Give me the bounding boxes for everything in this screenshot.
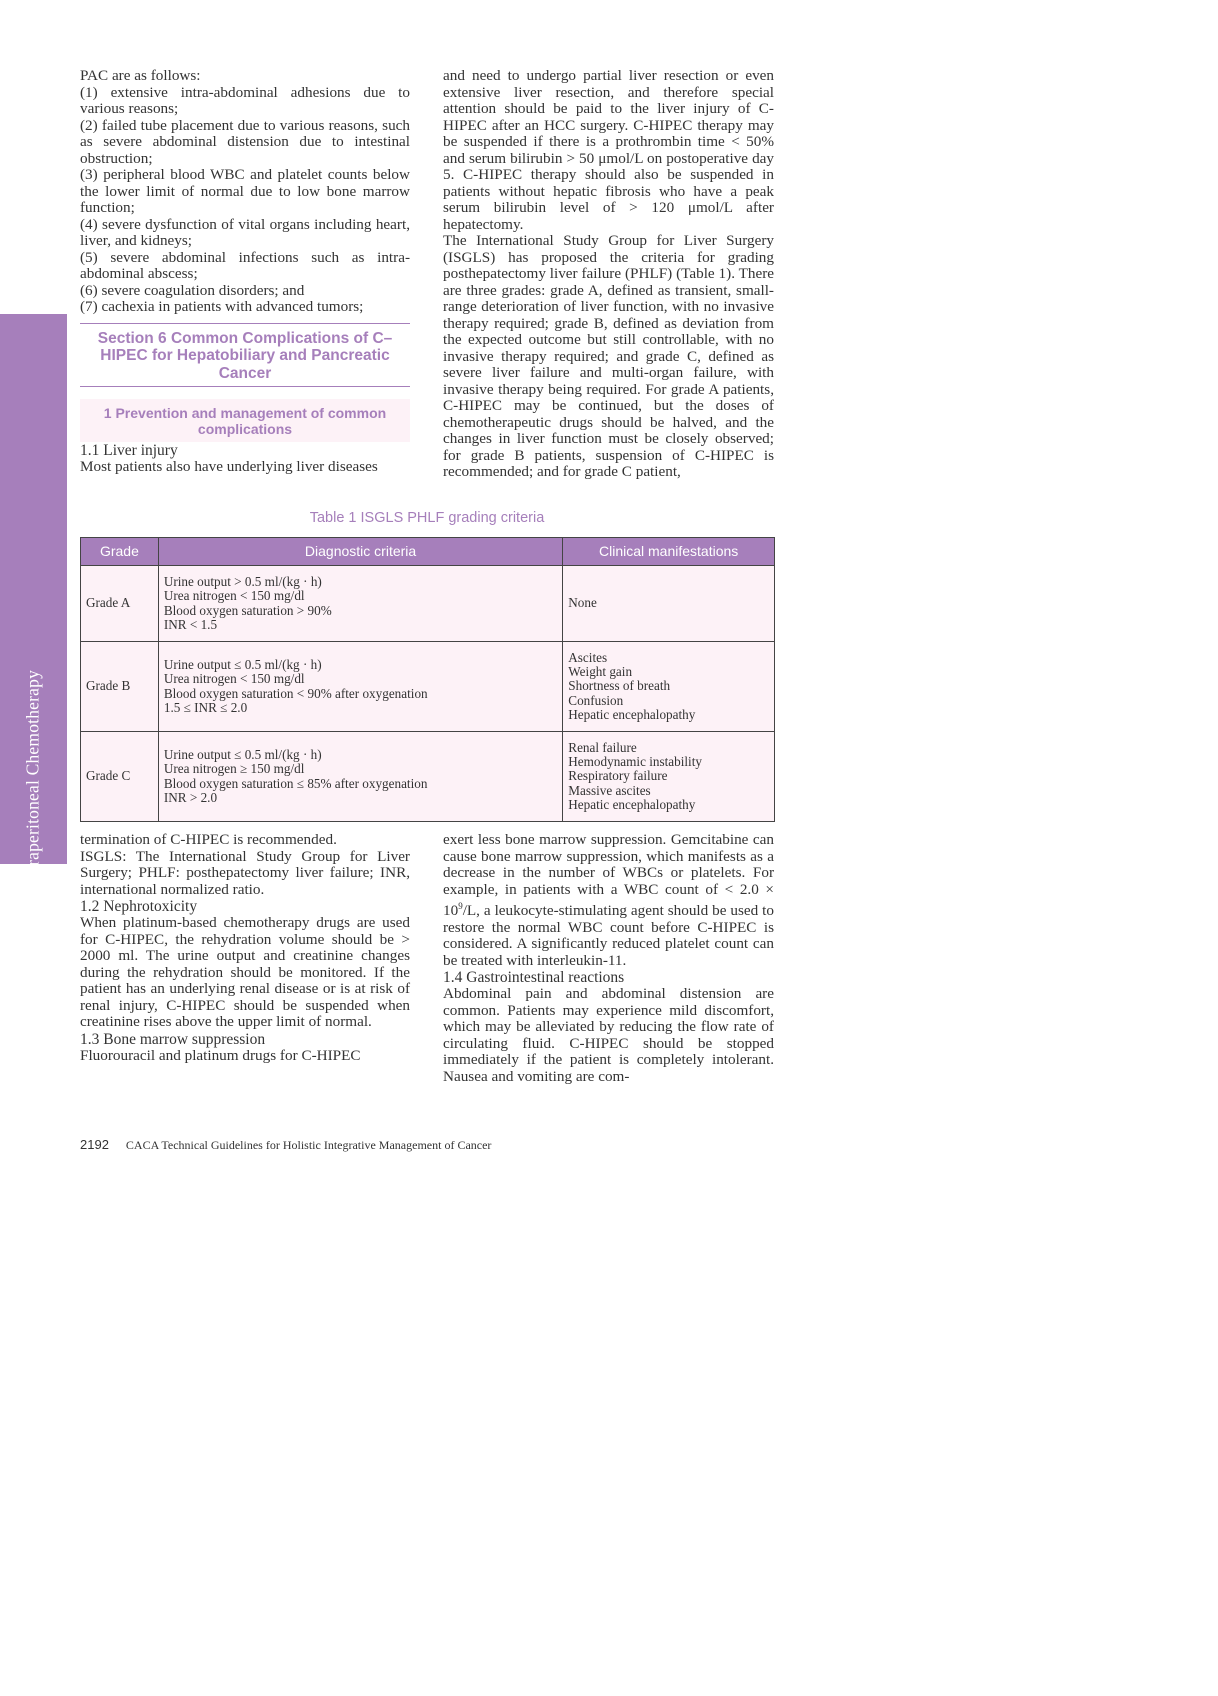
bone-marrow-paragraph xyxy=(443,832,774,969)
termination-text: termination of C-HIPEC is recommended. xyxy=(80,831,337,848)
manifestation-line: Respiratory failure xyxy=(568,768,668,784)
pac-item-3: (3) peripheral blood WBC and platelet counts below the lower limit of normal due to low bone marrow function; xyxy=(80,166,410,216)
liver-injury-text: Most patients also have underlying liver diseases xyxy=(80,458,378,475)
phlf-grading-table xyxy=(80,537,775,822)
criteria-line: Blood oxygen saturation > 90% xyxy=(163,602,332,618)
side-banner-title: Technique of China Hyperthermic Intraperitoneal Chemotherapy xyxy=(22,669,43,1137)
manifestation-line: Massive ascites xyxy=(568,782,651,798)
nephrotoxicity-text: When platinum-based chemotherapy drugs are used for C-HIPEC, the rehydration volume should be > 2000 ml. The urine output and creatinine changes during the rehydration should be monitored. If the patient has an underlying renal disease or is at risk of renal injury, C-HIPEC should be suspended when creatinine rises above the upper limit of normal. xyxy=(80,914,410,1030)
manifestations-cell xyxy=(563,732,775,822)
manifestation-line: Hepatic encephalopathy xyxy=(568,706,696,722)
header-grade: Grade xyxy=(81,538,159,566)
right-column-top xyxy=(443,68,774,481)
pac-item-2: (2) failed tube placement due to various reasons, such as severe abdominal distension due to intestinal obstruction; xyxy=(80,116,410,167)
heading-liver-injury: 1.1 Liver injury xyxy=(80,442,178,459)
criteria-line: Urine output > 0.5 ml/(kg · h) xyxy=(163,573,322,589)
superscript: 9 xyxy=(458,901,463,911)
gastrointestinal-text: Abdominal pain and abdominal distension are common. Patients may experience mild discomfort, which may be alleviated by reducing the flow rate of circulating fluid. C-HIPEC should be stopped immediately if the patient is completely intolerant. Nausea and vomiting are com- xyxy=(443,985,774,1085)
book-title: CACA Technical Guidelines for Holistic Integrative Management of Cancer xyxy=(125,1138,492,1152)
criteria-line: Urea nitrogen < 150 mg/dl xyxy=(163,588,305,604)
manifestation-line: Hepatic encephalopathy xyxy=(568,796,696,812)
manifestation-line: Confusion xyxy=(568,692,624,708)
header-diagnostic-criteria: Diagnostic criteria xyxy=(158,538,562,566)
criteria-line: Urea nitrogen ≥ 150 mg/dl xyxy=(163,761,305,777)
pac-item-1: (1) extensive intra-abdominal adhesions due to various reasons; xyxy=(80,83,410,117)
criteria-cell xyxy=(158,642,562,732)
pac-item-7: (7) cachexia in patients with advanced tumors; xyxy=(80,298,364,315)
criteria-line: INR > 2.0 xyxy=(163,789,218,805)
left-column-bottom xyxy=(80,832,410,1064)
subsection-title: 1 Prevention and management of common complications xyxy=(80,399,410,442)
manifestation-line: Ascites xyxy=(568,649,608,665)
manifestations-cell xyxy=(563,566,775,642)
heading-nephrotoxicity: 1.2 Nephrotoxicity xyxy=(80,898,198,915)
header-clinical-manifestations: Clinical manifestations xyxy=(563,538,775,566)
criteria-line: Blood oxygen saturation < 90% after oxygenation xyxy=(163,685,428,701)
pac-item-4: (4) severe dysfunction of vital organs including heart, liver, and kidneys; xyxy=(80,215,410,249)
table-row xyxy=(81,732,775,822)
grade-cell: Grade B xyxy=(81,642,159,732)
manifestations-cell xyxy=(563,642,775,732)
criteria-line: Urea nitrogen < 150 mg/dl xyxy=(163,671,305,687)
manifestation-line: Hemodynamic instability xyxy=(568,754,702,770)
criteria-cell xyxy=(158,732,562,822)
pac-intro: PAC are as follows: xyxy=(80,67,201,84)
grade-cell: Grade A xyxy=(81,566,159,642)
liver-injury-paragraph: and need to undergo partial liver resection or even extensive liver resection, and therefore special attention should be paid to the liver injury of C-HIPEC after an HCC surgery. C-HIPEC therapy may be suspended if there is a prothrombin time < 50% and serum bilirubin > 50 μmol/L on postoperative day 5. C-HIPEC therapy should also be suspended in patients without hepatic fibrosis who have a peak serum bilirubin level of > 120 μmol/L after hepatectomy. xyxy=(443,67,774,233)
criteria-line: Blood oxygen saturation ≤ 85% after oxygenation xyxy=(163,775,428,791)
left-column-top xyxy=(80,68,410,476)
table-row xyxy=(81,642,775,732)
side-banner xyxy=(0,314,67,1137)
heading-gastrointestinal: 1.4 Gastrointestinal reactions xyxy=(443,969,625,987)
right-column-bottom xyxy=(443,832,774,1085)
manifestation-line: Shortness of breath xyxy=(568,678,671,694)
manifestation-line: None xyxy=(568,595,597,611)
heading-bone-marrow: 1.3 Bone marrow suppression xyxy=(80,1030,266,1048)
page-footer xyxy=(80,1137,491,1153)
pac-item-5: (5) severe abdominal infections such as intra-abdominal abscess; xyxy=(80,248,410,282)
bone-marrow-text-a: exert less bone marrow suppression. Gemcitabine can cause bone marrow suppression, which manifests as a decrease in the number of WBCs or platelets. For example, in patients with a WBC count of < 2.0 × 10 xyxy=(443,831,774,920)
table-abbreviations: ISGLS: The International Study Group for Liver Surgery; PHLF: posthepatectomy liver failure; INR, international normalized ratio. xyxy=(80,847,410,898)
bone-marrow-text-b: /L, a leukocyte-stimulating agent should be used to restore the normal WBC count before C-HIPEC is considered. A significantly reduced platelet count can be treated with interleukin-11. xyxy=(443,902,774,969)
isgls-paragraph: The International Study Group for Liver Surgery (ISGLS) has proposed the criteria for grading posthepatectomy liver failure (PHLF) (Table 1). There are three grades: grade A, defined as transient, small-range deterioration of liver function, with no invasive therapy required; grade B, defined as deviation from the expected outcome but still controllable, with no invasive therapy required; and grade C, defined as severe liver failure and multi-organ failure, with invasive therapy being required. For grade A patients, C-HIPEC may be continued, but the doses of chemotherapeutic drugs should be halved, and the changes in liver function must be closely observed; for grade B patients, suspension of C-HIPEC is recommended; and for grade C patient, xyxy=(443,232,774,480)
pac-item-6: (6) severe coagulation disorders; and xyxy=(80,281,305,299)
criteria-line: 1.5 ≤ INR ≤ 2.0 xyxy=(163,699,248,715)
table-row xyxy=(81,566,775,642)
criteria-line: Urine output ≤ 0.5 ml/(kg · h) xyxy=(163,656,322,672)
table-header-row xyxy=(81,538,775,566)
page-number: 2192 xyxy=(80,1137,109,1152)
criteria-line: INR < 1.5 xyxy=(163,616,218,632)
bone-marrow-text: Fluorouracil and platinum drugs for C-HIPEC xyxy=(80,1046,361,1064)
table-caption: Table 1 ISGLS PHLF grading criteria xyxy=(309,510,545,526)
criteria-line: Urine output ≤ 0.5 ml/(kg · h) xyxy=(163,746,322,762)
grade-cell: Grade C xyxy=(81,732,159,822)
criteria-cell xyxy=(158,566,562,642)
manifestation-line: Weight gain xyxy=(568,664,633,680)
section-title: Section 6 Common Complications of C–HIPEC for Hepatobiliary and Pancreatic Cancer xyxy=(80,323,410,388)
manifestation-line: Renal failure xyxy=(568,739,637,755)
